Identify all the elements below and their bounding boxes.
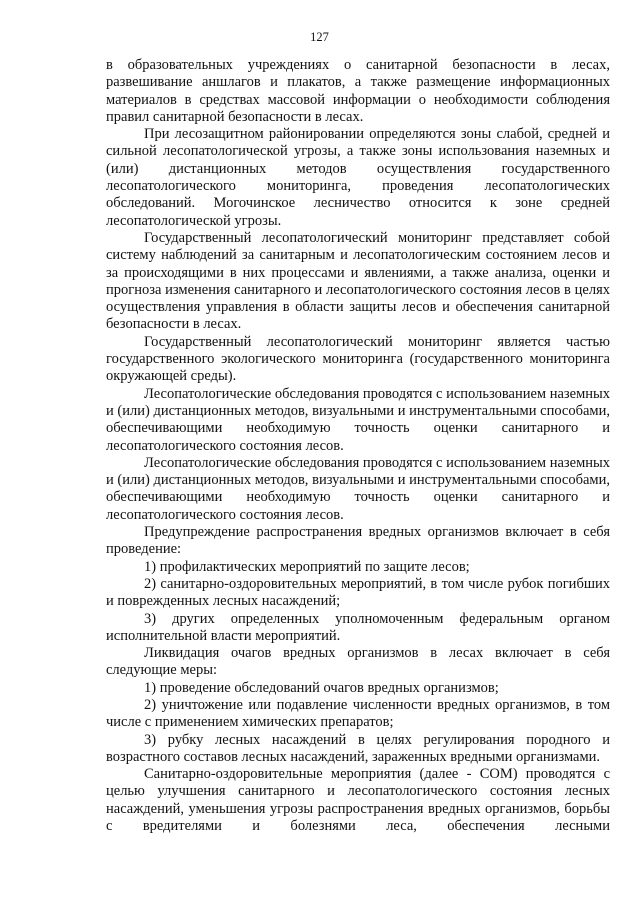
paragraph: 1) профилактических мероприятий по защите лесов; [144, 558, 470, 575]
paragraph: Государственный лесопатологический мониторинг представляет собой систему наблюдений за санитарным и лесопатологическим состоянием лесов и за происходящими в них процессами и явлениями, а также анализа, оценки и прогноза изменения санитарного и лесопатологического состояния лесов в целях осуществления управления в области защиты лесов и обеспечения санитарной безопасности в лесах. [106, 229, 610, 333]
paragraph: При лесозащитном районировании определяются зоны слабой, средней и сильной лесопатологической угрозы, а также зоны использования наземных и (или) дистанционных методов осуществления государственного лесопатологического мониторинга, проведения лесопатологических обследований. Могочинское лесничество относится к зоне средней лесопатологической угрозы. [106, 126, 610, 229]
paragraph: Предупреждение распространения вредных организмов включает в себя проведение: [106, 524, 610, 558]
paragraph: Ликвидация очагов вредных организмов в лесах включает в себя следующие меры: [106, 645, 610, 679]
paragraph: Лесопатологические обследования проводятся с использованием наземных и (или) дистанционных методов, визуальными и инструментальными способами, обеспечивающими необходимую точность оценки санитарного и лесопатологического состояния лесов. [106, 385, 610, 454]
paragraph: 2) санитарно-оздоровительных мероприятий, в том числе рубок погибших и поврежденных лесных насаждений; [106, 575, 610, 610]
body-text [106, 57, 610, 835]
paragraph: в образовательных учреждениях о санитарной безопасности в лесах, развешивание аншлагов и плакатов, а также размещение информационных материалов в средствах массовой информации о необходимости соблюдения правил санитарной безопасности в лесах. [106, 57, 610, 125]
paragraph: Лесопатологические обследования проводятся с использованием наземных и (или) дистанционных методов, визуальными и инструментальными способами, обеспечивающими необходимую точность оценки санитарного и лесопатологического состояния лесов. [106, 454, 610, 523]
paragraph: 2) уничтожение или подавление численности вредных организмов, в том числе с применением химических препаратов; [106, 696, 610, 731]
page-number: 127 [310, 30, 329, 44]
paragraph: Санитарно-оздоровительные мероприятия (далее - СОМ) проводятся с целью улучшения санитарного и лесопатологического состояния лесных насаждений, уменьшения угрозы распространения вредных организмов, борьбы с вредителями и болезнями леса, обеспечения лесными [106, 766, 610, 835]
paragraph: 3) других определенных уполномоченным федеральным органом исполнительной власти мероприятий. [106, 610, 610, 644]
paragraph: 1) проведение обследований очагов вредных организмов; [144, 679, 499, 696]
paragraph: 3) рубку лесных насаждений в целях регулирования породного и возрастного составов лесных насаждений, зараженных вредными организмами. [106, 731, 610, 765]
paragraph: Государственный лесопатологический мониторинг является частью государственного экологического мониторинга (государственного мониторинга окружающей среды). [106, 333, 610, 385]
